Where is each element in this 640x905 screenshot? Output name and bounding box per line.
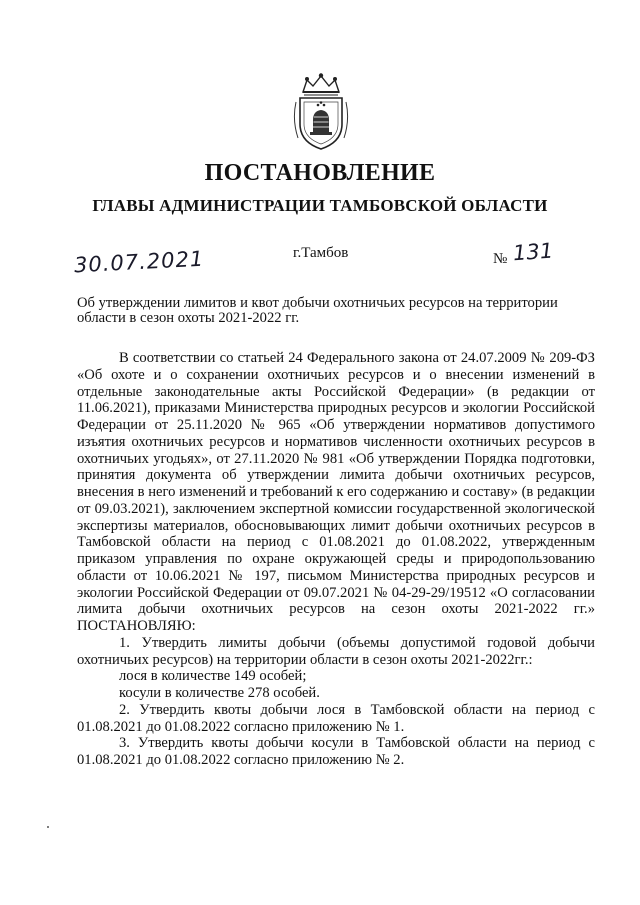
item-1: 1. Утвердить лимиты добычи (объемы допустимой годовой добычи охотничьих ресурсов) на территории области в сезон охоты 2021-2022гг.: <box>77 634 595 668</box>
document-subject: Об утверждении лимитов и квот добычи охотничьих ресурсов на территории области в сезон охоты 2021-2022 гг. <box>77 295 558 326</box>
item-1-elk: лося в количестве 149 особей; <box>119 668 307 685</box>
city: г.Тамбов <box>293 245 349 261</box>
document-title: ПОСТАНОВЛЕНИЕ <box>204 160 436 186</box>
document-number <box>493 238 555 268</box>
handwritten-date: 30.07.2021 <box>73 246 205 278</box>
item-3: 3. Утвердить квоты добычи косули в Тамбовской области на период с 01.08.2021 до 01.08.2022 согласно приложению № 2. <box>77 735 595 768</box>
document-body <box>77 350 595 769</box>
number-label: № <box>493 251 508 267</box>
scan-speck <box>47 826 49 828</box>
item-2: 2. Утвердить квоты добычи лося в Тамбовской области на период с 01.08.2021 до 01.08.2022 согласно приложению № 1. <box>77 701 595 735</box>
preamble-paragraph: В соответствии со статьей 24 Федерального закона от 24.07.2009 № 209-ФЗ «Об охоте и о сохранении охотничьих ресурсов и о внесении изменений в отдельные законодательные акты Российской Федерации» (в редакции от 11.06.2021), приказами Министерства природных ресурсов и экологии Российской Федерации от 25.11.2020 № 965 «Об утверждении нормативов допустимого изъятия охотничьих ресурсов и нормативов численности охотничьих ресурсов в охотничьих угодьях», от 27.11.2020 № 981 «Об утверждении Порядка подготовки, принятия документа об утверждении лимита добычи охотничьих ресурсов, внесения в него изменений и требований к его содержанию и составу» (в редакции от 09.03.2021), заключением экспертной комиссии государственной экологической экспертизы материалов, обосновывающих лимит добычи охотничьих ресурсов в Тамбовской области на период с 01.08.2021 до 01.08.2022, утвержденным приказом управления по охране окружающей среды и природопользованию области от 10.06.2021 № 197, письмом Министерства природных ресурсов и экологии Российской Федерации от 09.07.2021 № 04-29-29/19512 «О согласовании лимита добычи охотничьих ресурсов на сезон охоты 2021-2022 гг.» ПОСТАНОВЛЯЮ: <box>77 350 595 634</box>
item-1-roe-deer: косули в количестве 278 особей. <box>119 685 320 701</box>
handwritten-number: 131 <box>512 238 555 266</box>
document-subtitle: ГЛАВЫ АДМИНИСТРАЦИИ ТАМБОВСКОЙ ОБЛАСТИ <box>92 196 548 215</box>
tambov-coat-of-arms-icon <box>286 72 356 152</box>
